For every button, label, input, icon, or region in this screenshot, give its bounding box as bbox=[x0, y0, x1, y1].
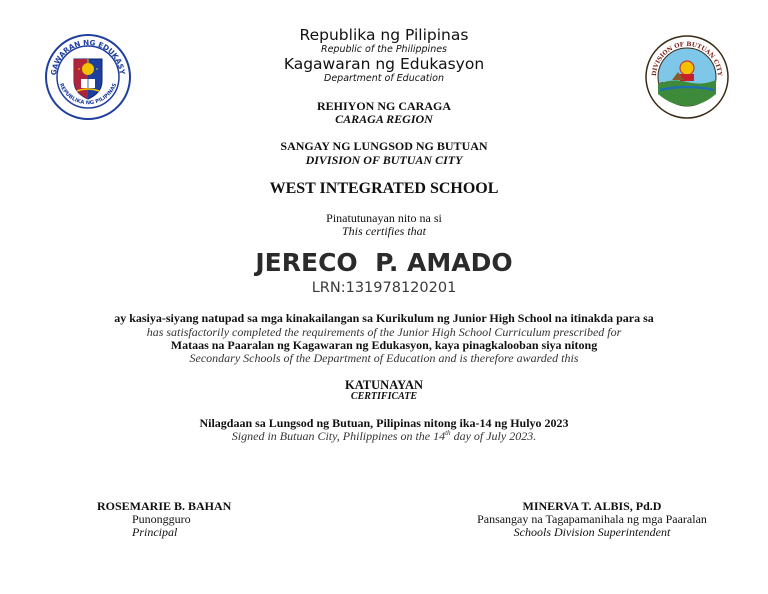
principal-name: ROSEMARIE B. BAHAN bbox=[97, 499, 232, 513]
superintendent-title: Pansangay na Tagapamanihala ng mga Paaralan bbox=[477, 512, 707, 526]
principal-title: Punongguro bbox=[132, 512, 191, 526]
certify-line-en: This certifies that bbox=[342, 224, 426, 238]
right-seal-top-text: DIVISION OF BUTUAN CITY bbox=[650, 40, 724, 77]
superintendent-name: MINERVA T. ALBIS, Pd.D bbox=[522, 499, 662, 513]
signed-line-en bbox=[0, 429, 768, 444]
division-heading-en: DIVISION OF BUTUAN CITY bbox=[305, 153, 463, 167]
superintendent-title-en: Schools Division Superintendent bbox=[513, 525, 671, 539]
award-title: KATUNAYAN bbox=[344, 378, 424, 392]
signed-line-en-text: Signed in Butuan City, Philippines on the 14 bbox=[231, 429, 446, 443]
region-heading-en: CARAGA REGION bbox=[335, 112, 433, 126]
republic-heading-en: Republic of the Philippines bbox=[320, 44, 448, 55]
body-line-2: Mataas na Paaralan ng Kagawaran ng Edukasyon, kaya pinagkalooban siya nitong bbox=[170, 338, 598, 352]
signed-line: Nilagdaan sa Lungsod ng Butuan, Pilipinas nitong ika-14 ng Hulyo 2023 bbox=[199, 416, 569, 430]
certify-line: Pinatutunayan nito na si bbox=[326, 211, 442, 225]
principal-title-en: Principal bbox=[132, 525, 178, 539]
region-heading: REHIYON NG CARAGA bbox=[316, 99, 451, 113]
department-heading: Kagawaran ng Edukasyon bbox=[283, 55, 485, 73]
signatory-superintendent bbox=[472, 499, 712, 539]
signed-line-en-tail: day of July 2023. bbox=[450, 429, 537, 443]
recipient-lrn: LRN:131978120201 bbox=[311, 280, 457, 296]
body-line-1-en: has satisfactorily completed the requirements of the Junior High School Curriculum prescribed for bbox=[146, 325, 622, 339]
body-line-2-en: Secondary Schools of the Department of Education and is therefore awarded this bbox=[189, 351, 579, 365]
body-line-1: ay kasiya-siyang natupad sa mga kinakailangan sa Kurikulum ng Junior High School na itinakda para sa bbox=[114, 311, 654, 325]
left-seal-bottom-text: REPUBLIKA NG PILIPINAS bbox=[57, 82, 119, 107]
left-seal-top-text: GAWARAN NG EDUKASY bbox=[48, 37, 127, 76]
signatory-principal bbox=[97, 499, 231, 539]
signed-line-en-ordinal: th bbox=[445, 429, 451, 437]
recipient-name: JERECO P. AMADO bbox=[255, 248, 513, 277]
award-title-en: CERTIFICATE bbox=[350, 391, 418, 402]
department-heading-en: Department of Education bbox=[324, 73, 444, 84]
division-heading: SANGAY NG LUNGSOD NG BUTUAN bbox=[280, 139, 488, 153]
school-name: WEST INTEGRATED SCHOOL bbox=[269, 180, 499, 197]
republic-heading: Republika ng Pilipinas bbox=[299, 26, 469, 44]
